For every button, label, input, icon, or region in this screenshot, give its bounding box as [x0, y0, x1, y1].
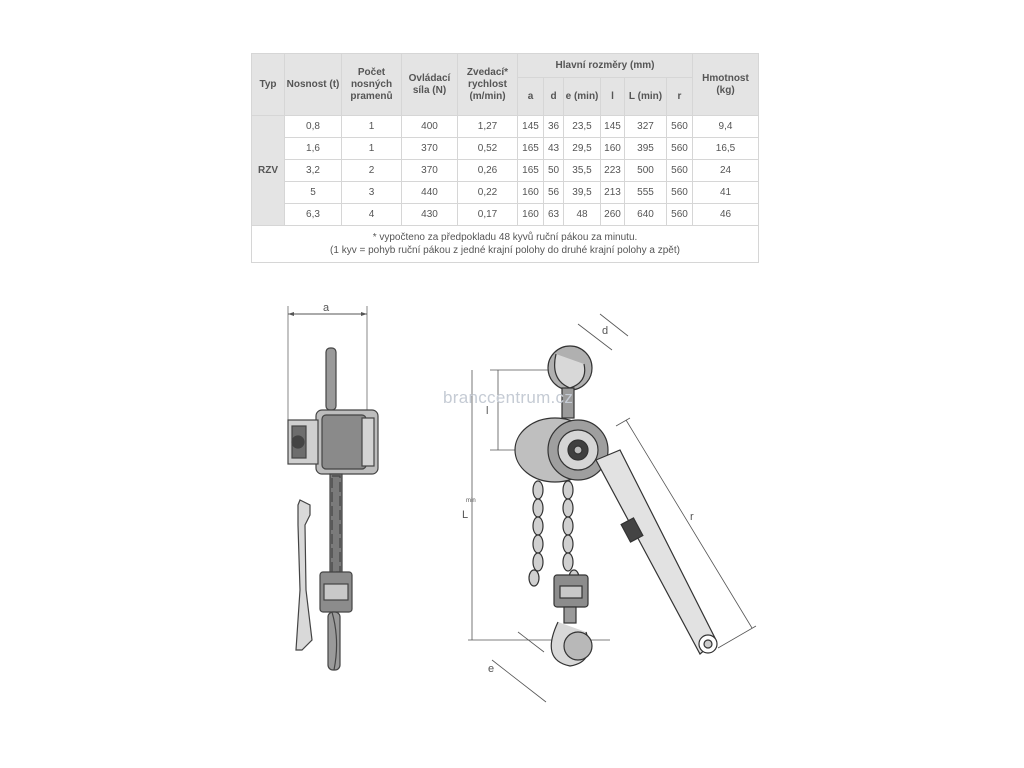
- dim-label-min: min: [466, 498, 476, 504]
- table-cell: 145: [518, 116, 544, 138]
- table-row: [252, 160, 759, 182]
- header-nosnost: Nosnost (t): [285, 54, 342, 116]
- header-hmotnost: Hmotnost (kg): [693, 54, 759, 116]
- table-cell: 160: [518, 204, 544, 226]
- table-cell: 370: [402, 138, 458, 160]
- table-cell: 560: [667, 182, 693, 204]
- table-cell: 560: [667, 204, 693, 226]
- table-cell: 555: [625, 182, 667, 204]
- table-cell: 560: [667, 138, 693, 160]
- spec-table: [251, 53, 759, 263]
- subheader-L: L (min): [625, 78, 667, 116]
- front-view-drawing: [460, 310, 780, 730]
- table-cell: 46: [693, 204, 759, 226]
- table-cell: 0,22: [458, 182, 518, 204]
- type-cell: RZV: [252, 116, 285, 226]
- table-cell: 0,8: [285, 116, 342, 138]
- table-cell: 24: [693, 160, 759, 182]
- table-cell: 56: [544, 182, 564, 204]
- dim-label-d: d: [602, 325, 609, 337]
- table-cell: 560: [667, 116, 693, 138]
- table-cell: 370: [402, 160, 458, 182]
- subheader-d: d: [544, 78, 564, 116]
- header-rozmery: Hlavní rozměry (mm): [518, 54, 693, 78]
- table-cell: 160: [601, 138, 625, 160]
- header-pocet: Počet nosných pramenů: [342, 54, 402, 116]
- table-cell: 223: [601, 160, 625, 182]
- table-cell: 3: [342, 182, 402, 204]
- table-cell: 213: [601, 182, 625, 204]
- table-row: [252, 204, 759, 226]
- side-view-drawing: [270, 300, 390, 680]
- table-cell: 327: [625, 116, 667, 138]
- table-cell: 1,6: [285, 138, 342, 160]
- table-cell: 5: [285, 182, 342, 204]
- header-sila: Ovládací síla (N): [402, 54, 458, 116]
- table-cell: 145: [601, 116, 625, 138]
- table-cell: 39,5: [564, 182, 601, 204]
- table-row: [252, 116, 759, 138]
- table-cell: 1: [342, 138, 402, 160]
- footnote-line-2: (1 kyv = pohyb ruční pákou z jedné krajní polohy do druhé krajní polohy a zpět): [330, 245, 680, 256]
- table-cell: 560: [667, 160, 693, 182]
- table-row: [252, 182, 759, 204]
- table-cell: 4: [342, 204, 402, 226]
- header-rychlost: Zvedací* rychlost (m/min): [458, 54, 518, 116]
- table-cell: 1: [342, 116, 402, 138]
- table-footnote: [252, 226, 759, 263]
- subheader-r: r: [667, 78, 693, 116]
- dim-label-L: L: [462, 509, 469, 521]
- header-typ: Typ: [252, 54, 285, 116]
- footnote-line-1: * vypočteno za předpokladu 48 kyvů ruční pákou za minutu.: [372, 232, 638, 243]
- table-cell: 36: [544, 116, 564, 138]
- table-cell: 260: [601, 204, 625, 226]
- table-cell: 160: [518, 182, 544, 204]
- table-cell: 23,5: [564, 116, 601, 138]
- table-cell: 640: [625, 204, 667, 226]
- watermark: branccentrum.cz: [443, 388, 574, 407]
- table-cell: 2: [342, 160, 402, 182]
- table-cell: 41: [693, 182, 759, 204]
- table-cell: 50: [544, 160, 564, 182]
- table-cell: 6,3: [285, 204, 342, 226]
- table-cell: 1,27: [458, 116, 518, 138]
- table-cell: 3,2: [285, 160, 342, 182]
- dim-label-r: r: [690, 511, 694, 523]
- table-cell: 400: [402, 116, 458, 138]
- table-cell: 0,17: [458, 204, 518, 226]
- table-cell: 165: [518, 138, 544, 160]
- table-cell: 48: [564, 204, 601, 226]
- table-cell: 16,5: [693, 138, 759, 160]
- table-cell: 29,5: [564, 138, 601, 160]
- table-cell: 500: [625, 160, 667, 182]
- table-cell: 0,26: [458, 160, 518, 182]
- subheader-l: l: [601, 78, 625, 116]
- subheader-e: e (min): [564, 78, 601, 116]
- dim-label-l: l: [486, 405, 489, 417]
- table-cell: 395: [625, 138, 667, 160]
- table-cell: 35,5: [564, 160, 601, 182]
- table-cell: 63: [544, 204, 564, 226]
- table-row: [252, 138, 759, 160]
- dim-label-e: e: [488, 663, 495, 675]
- table-cell: 9,4: [693, 116, 759, 138]
- table-cell: 43: [544, 138, 564, 160]
- table-cell: 165: [518, 160, 544, 182]
- subheader-a: a: [518, 78, 544, 116]
- table-cell: 430: [402, 204, 458, 226]
- dim-label-a: a: [322, 302, 330, 314]
- table-cell: 0,52: [458, 138, 518, 160]
- table-cell: 440: [402, 182, 458, 204]
